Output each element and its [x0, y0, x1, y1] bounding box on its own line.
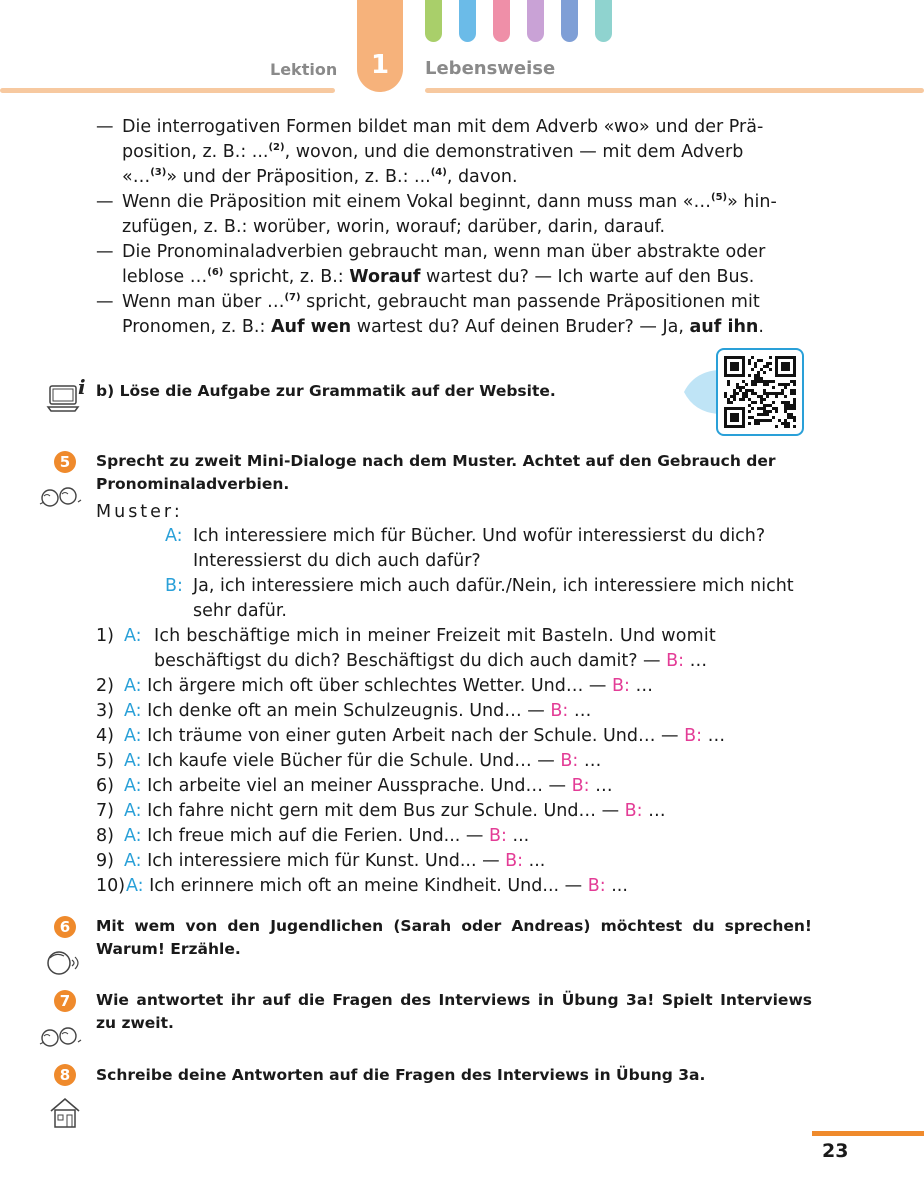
header-line-right — [425, 88, 924, 93]
rule-dash: — — [96, 292, 114, 312]
footer-line — [812, 1131, 924, 1136]
rule-1-line-3: «…$^{(3)}$» und der Präposition, z. B.: ...$^{(4)}$, davon. — [122, 167, 518, 187]
muster-b-label: B: — [165, 576, 183, 596]
rule-3-line-1: Die Pronominaladverbien gebraucht man, wenn man über abstrakte oder — [122, 242, 766, 262]
muster-a-label: A: — [165, 526, 183, 546]
page-number: 23 — [822, 1140, 849, 1162]
muster-b-line-2: sehr dafür. — [193, 601, 287, 621]
task-number-badge: 7 — [54, 990, 76, 1012]
list-item-body: A: Ich ärgere mich oft über schlechtes Wetter. Und… — B: … — [124, 676, 653, 696]
list-item-body: A: Ich denke oft an mein Schulzeugnis. Und… — B: … — [124, 701, 592, 721]
color-pill-5 — [561, 0, 578, 42]
color-pill-1 — [425, 0, 442, 42]
muster-a-line-1: Ich interessiere mich für Bücher. Und wofür interessierst du dich? — [193, 526, 766, 546]
task-5-instruction: Sprecht zu zweit Mini-Dialoge nach dem Muster. Achtet auf den Gebrauch der Pronominaladverbien. — [96, 452, 776, 493]
list-item: 10) — [96, 876, 126, 896]
rule-1-line-2: position, z. B.: ...$^{(2)}$, wovon, und die demonstrativen — mit dem Adverb — [122, 142, 744, 162]
color-pill-4 — [527, 0, 544, 42]
list-item: 2) — [96, 676, 114, 696]
list-item-body: A: Ich träume von einer guten Arbeit nach der Schule. Und… — B: … — [124, 726, 726, 746]
color-pill-6 — [595, 0, 612, 42]
qr-code[interactable] — [684, 346, 806, 438]
color-pill-2 — [459, 0, 476, 42]
list-item-body: A: Ich fahre nicht gern mit dem Bus zur Schule. Und… — B: … — [124, 801, 666, 821]
rule-4-line-2: Pronomen, z. B.: Auf wen wartest du? Auf deinen Bruder? — Ja, auf ihn. — [122, 317, 764, 337]
svg-text:i: i — [78, 376, 86, 399]
pair-talk-icon — [38, 1024, 82, 1050]
list-item-body: A: Ich kaufe viele Bücher für die Schule. Und… — B: … — [124, 751, 602, 771]
list-item-body: A: Ich erinnere mich oft an meine Kindheit. Und... — B: ... — [126, 876, 628, 896]
list-item-a-label: A: — [124, 626, 142, 646]
speaking-head-icon — [44, 948, 82, 978]
rule-1-line-1: Die interrogativen Formen bildet man mit dem Adverb «wo» und der Prä- — [122, 117, 764, 137]
task-b-instruction: b) Löse die Aufgabe zur Grammatik auf der Website. — [96, 382, 556, 400]
list-item: 9) — [96, 851, 114, 871]
list-item-text: Ich beschäftige mich in meiner Freizeit mit Basteln. Und womit — [154, 626, 716, 646]
list-item: 5) — [96, 751, 114, 771]
house-homework-icon — [48, 1096, 82, 1130]
task-number-badge: 8 — [54, 1064, 76, 1086]
rule-3-line-2: leblose …$^{(6)}$ spricht, z. B.: Worauf wartest du? — Ich warte auf den Bus. — [122, 267, 755, 287]
task-number-badge: 5 — [54, 451, 76, 473]
pair-talk-icon — [38, 484, 82, 510]
list-item-body: A: Ich arbeite viel an meiner Aussprache. Und… — B: … — [124, 776, 613, 796]
computer-info-icon — [46, 376, 88, 414]
rule-4-line-1: Wenn man über …$^{(7)}$ spricht, gebraucht man passende Präpositionen mit — [122, 292, 760, 312]
list-item-text-cont: beschäftigst du dich? Beschäftigst du dich auch damit? — B: … — [154, 651, 708, 671]
rule-2-line-1: Wenn die Präposition mit einem Vokal beginnt, dann muss man «…$^{(5)}$» hin- — [122, 192, 777, 212]
list-item-number: 1) — [96, 626, 114, 646]
muster-a-line-2: Interessierst du dich auch dafür? — [193, 551, 481, 571]
list-item: 4) — [96, 726, 114, 746]
list-item-body: A: Ich freue mich auf die Ferien. Und... — B: ... — [124, 826, 530, 846]
list-item-body: A: Ich interessiere mich für Kunst. Und... — B: ... — [124, 851, 546, 871]
muster-label: Muster: — [96, 502, 183, 522]
lesson-number: 1 — [370, 50, 390, 80]
task-7-instruction: Wie antwortet ihr auf die Fragen des Interviews in Übung 3a! Spielt Interviews zu zweit. — [96, 991, 812, 1032]
rule-dash: — — [96, 192, 114, 212]
header-lektion: Lektion — [270, 60, 338, 79]
rule-dash: — — [96, 117, 114, 137]
list-item: 7) — [96, 801, 114, 821]
muster-b-line-1: Ja, ich interessiere mich auch dafür./Nein, ich interessiere mich nicht — [193, 576, 794, 596]
color-pill-3 — [493, 0, 510, 42]
list-item: 8) — [96, 826, 114, 846]
rule-2-line-2: zufügen, z. B.: worüber, worin, worauf; darüber, darin, darauf. — [122, 217, 666, 237]
task-8-instruction: Schreibe deine Antworten auf die Fragen des Interviews in Übung 3a. — [96, 1066, 706, 1084]
list-item: 3) — [96, 701, 114, 721]
rule-dash: — — [96, 242, 114, 262]
header-line-left — [0, 88, 335, 93]
task-6-instruction: Mit wem von den Jugendlichen (Sarah oder Andreas) möchtest du sprechen! Warum! Erzähle. — [96, 917, 812, 958]
task-number-badge: 6 — [54, 916, 76, 938]
list-item: 6) — [96, 776, 114, 796]
header-title: Lebensweise — [425, 58, 556, 79]
